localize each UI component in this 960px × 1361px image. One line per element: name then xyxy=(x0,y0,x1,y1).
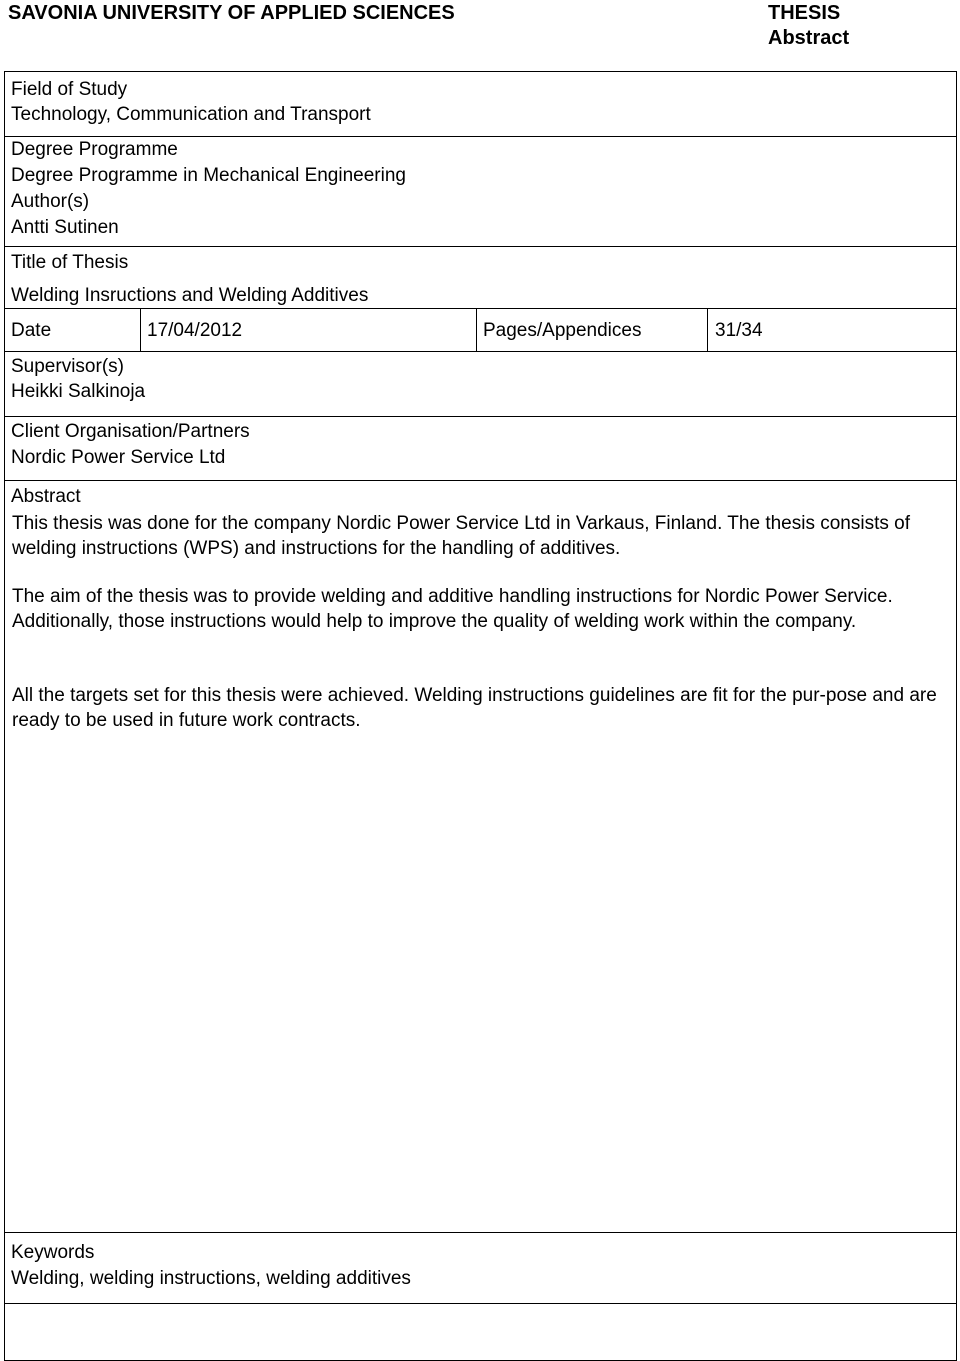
abstract-paragraph-3: All the targets set for this thesis were achieved. Welding instructions guidelines are fit for the pur-pose and are ready to be used in future work contracts. xyxy=(12,685,937,731)
abstract-label: Abstract xyxy=(11,486,81,507)
cell-divider xyxy=(707,308,708,351)
supervisors-label: Supervisor(s) xyxy=(11,356,124,377)
abstract-paragraph-2: The aim of the thesis was to provide welding and additive handling instructions for Nordic Power Service. Additionally, those instructions would help to improve the quality of welding work within the company. xyxy=(12,586,893,632)
row-divider xyxy=(5,480,956,481)
row-divider xyxy=(5,246,956,247)
supervisors-value: Heikki Salkinoja xyxy=(11,381,146,402)
field-of-study-value: Technology, Communication and Transport xyxy=(11,104,371,125)
pages-label: Pages/Appendices xyxy=(483,320,642,341)
thesis-title-label: Title of Thesis xyxy=(11,252,129,273)
document-subtype: Abstract xyxy=(768,27,850,49)
row-divider xyxy=(5,1232,956,1233)
keywords-value: Welding, welding instructions, welding additives xyxy=(11,1268,411,1289)
field-of-study-label: Field of Study xyxy=(11,79,128,100)
client-label: Client Organisation/Partners xyxy=(11,421,250,442)
abstract-form xyxy=(4,71,957,1361)
authors-value: Antti Sutinen xyxy=(11,217,119,238)
thesis-title-value: Welding Insructions and Welding Additives xyxy=(11,285,369,306)
client-value: Nordic Power Service Ltd xyxy=(11,447,226,468)
date-value: 17/04/2012 xyxy=(147,320,243,341)
degree-programme-value: Degree Programme in Mechanical Engineering xyxy=(11,165,406,186)
cell-divider xyxy=(476,308,477,351)
degree-programme-label: Degree Programme xyxy=(11,139,178,160)
institution-name: SAVONIA UNIVERSITY OF APPLIED SCIENCES xyxy=(8,2,455,24)
keywords-label: Keywords xyxy=(11,1242,95,1263)
abstract-paragraph-1: This thesis was done for the company Nordic Power Service Ltd in Varkaus, Finland. The thesis consists of welding instructions (WPS) and instructions for the handling of additives. xyxy=(12,513,910,559)
row-divider xyxy=(5,351,956,352)
row-divider xyxy=(5,416,956,417)
cell-divider xyxy=(140,308,141,351)
authors-label: Author(s) xyxy=(11,191,90,212)
date-label: Date xyxy=(11,320,52,341)
document-type: THESIS xyxy=(768,2,841,24)
row-divider xyxy=(5,1303,956,1304)
pages-value: 31/34 xyxy=(715,320,763,341)
